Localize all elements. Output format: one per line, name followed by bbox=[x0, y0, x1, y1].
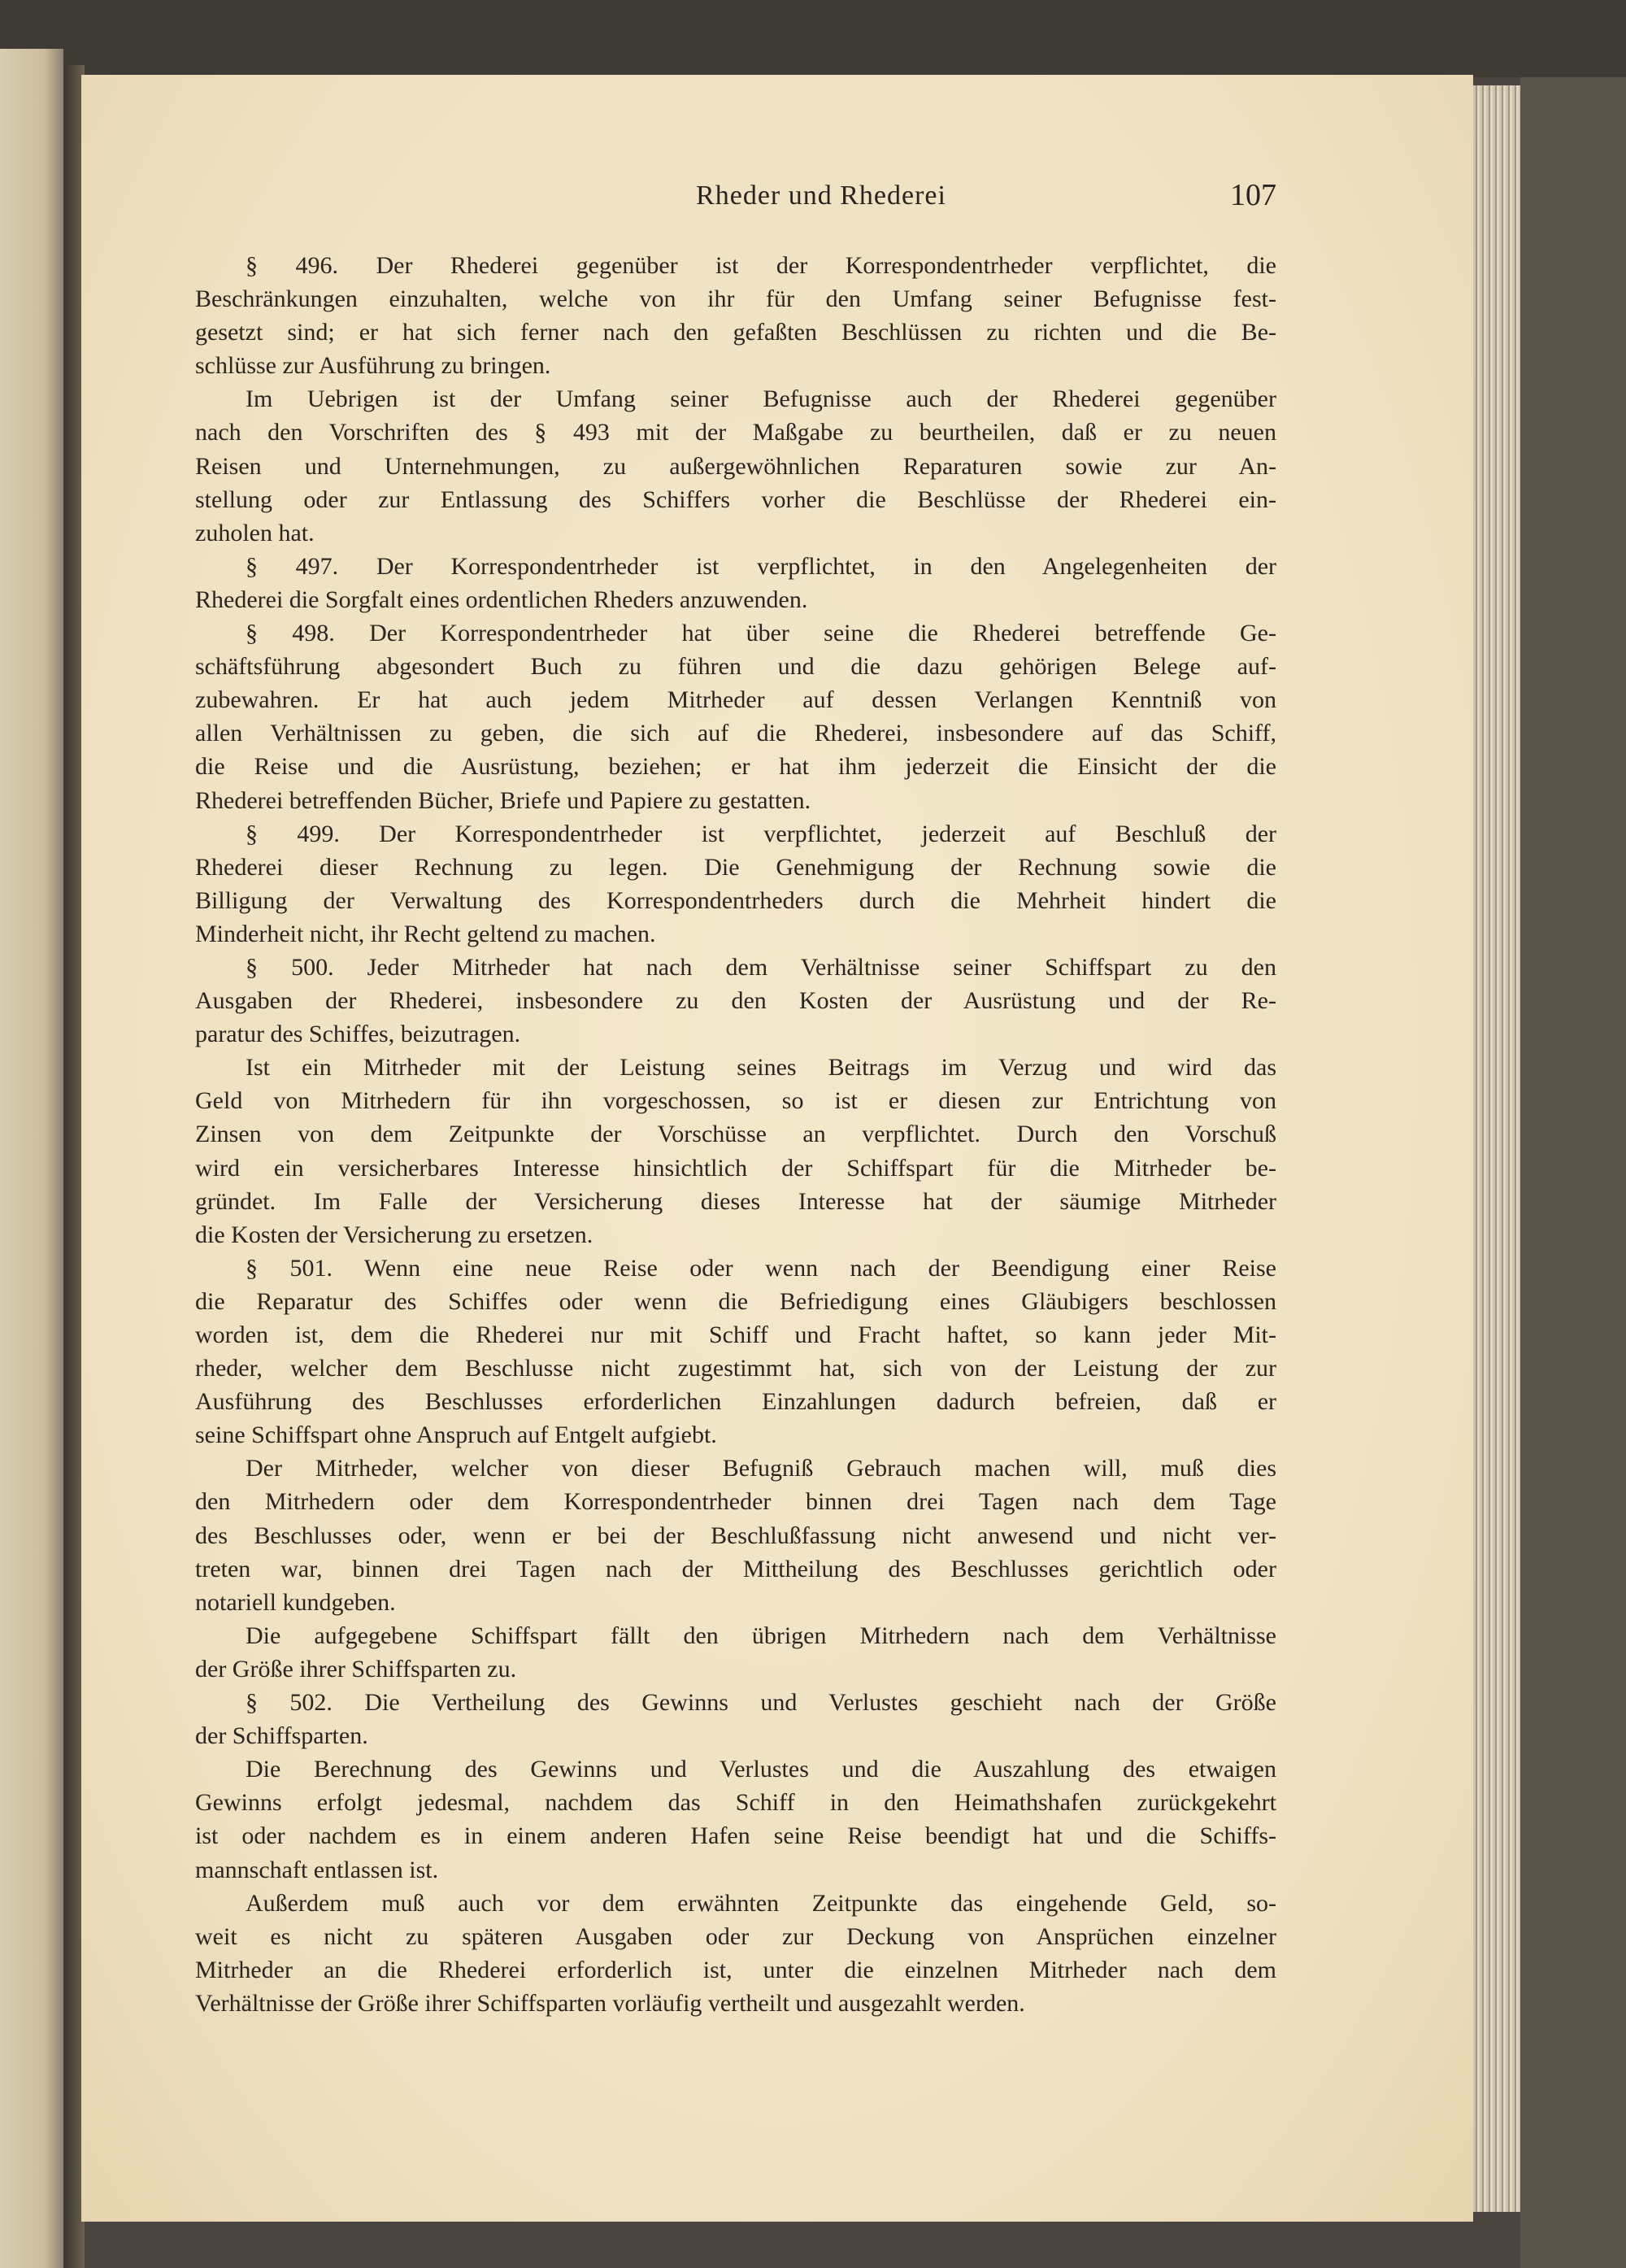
text-line: Verhältnisse der Größe ihrer Schiffsparten vorläufig vertheilt und ausgezahlt werden. bbox=[195, 1989, 1025, 2017]
paragraph bbox=[195, 1887, 1276, 2020]
text-line: § 498. Der Korrespondentrheder hat über seine die Rhederei betreffende Ge- bbox=[246, 620, 1276, 647]
text-line: der Schiffsparten. bbox=[195, 1722, 368, 1750]
scan-background bbox=[0, 0, 1626, 77]
text-line: Gewinns erfolgt jedesmal, nachdem das Schiff in den Heimathshafen zurückgekehrt bbox=[195, 1789, 1276, 1817]
paragraph bbox=[195, 1252, 1276, 1452]
paragraph bbox=[195, 1752, 1276, 1886]
paragraph bbox=[195, 951, 1276, 1051]
text-line: Die Berechnung des Gewinns und Verlustes und die Auszahlung des etwaigen bbox=[246, 1756, 1276, 1783]
text-line: nach den Vorschriften des § 493 mit der Maßgabe zu beurtheilen, daß er zu neuen bbox=[195, 419, 1276, 446]
paragraph bbox=[195, 382, 1276, 549]
text-line: allen Verhältnissen zu geben, die sich auf die Rhederei, insbesondere auf das Schiff, bbox=[195, 720, 1276, 747]
paragraph bbox=[195, 1686, 1276, 1752]
text-line: § 497. Der Korrespondentrheder ist verpflichtet, in den Angelegenheiten der bbox=[246, 552, 1276, 580]
text-line: mannschaft entlassen ist. bbox=[195, 1856, 439, 1883]
text-line: Beschränkungen einzuhalten, welche von ihr für den Umfang seiner Befugnisse fest- bbox=[195, 285, 1276, 313]
text-line: stellung oder zur Entlassung des Schiffers vorher die Beschlüsse der Rhederei ein- bbox=[195, 485, 1276, 513]
paragraph bbox=[195, 817, 1276, 951]
text-line: Mitrheder an die Rhederei erforderlich ist, unter die einzelnen Mitrheder nach dem bbox=[195, 1956, 1276, 1983]
text-line: § 501. Wenn eine neue Reise oder wenn nach der Beendigung einer Reise bbox=[246, 1254, 1276, 1282]
text-line: schäftsführung abgesondert Buch zu führen und die dazu gehörigen Belege auf- bbox=[195, 653, 1276, 681]
facing-page-edge bbox=[0, 49, 63, 2268]
text-line: Rhederei die Sorgfalt eines ordentlichen Rheders anzuwenden. bbox=[195, 586, 808, 613]
text-line: die Reparatur des Schiffes oder wenn die Befriedigung eines Gläubigers beschlossen bbox=[195, 1287, 1276, 1315]
page-edges bbox=[1473, 85, 1520, 2212]
text-line: die Kosten der Versicherung zu ersetzen. bbox=[195, 1221, 593, 1248]
text-line: § 496. Der Rhederei gegenüber ist der Korrespondentrheder verpflichtet, die bbox=[246, 252, 1276, 279]
text-line: worden ist, dem die Rhederei nur mit Schiff und Fracht haftet, so kann jeder Mit- bbox=[195, 1321, 1276, 1348]
text-line: die Reise und die Ausrüstung, beziehen; er hat ihm jederzeit die Einsicht der die bbox=[195, 753, 1276, 781]
paragraph bbox=[195, 249, 1276, 382]
text-line: Rhederei dieser Rechnung zu legen. Die Genehmigung der Rechnung sowie die bbox=[195, 853, 1276, 881]
text-line: notariell kundgeben. bbox=[195, 1588, 396, 1616]
text-line: rheder, welcher dem Beschlusse nicht zugestimmt hat, sich von der Leistung der zur bbox=[195, 1355, 1276, 1382]
text-line: den Mitrhedern oder dem Korrespondentrheder binnen drei Tagen nach dem Tage bbox=[195, 1488, 1276, 1516]
text-line: Der Mitrheder, welcher von dieser Befugniß Gebrauch machen will, muß dies bbox=[246, 1455, 1276, 1482]
text-line: Zinsen von dem Zeitpunkte der Vorschüsse an verpflichtet. Durch den Vorschuß bbox=[195, 1121, 1276, 1148]
text-line: Minderheit nicht, ihr Recht geltend zu machen. bbox=[195, 920, 656, 947]
text-line: § 502. Die Vertheilung des Gewinns und Verlustes geschieht nach der Größe bbox=[246, 1689, 1276, 1717]
text-line: zubewahren. Er hat auch jedem Mitrheder auf dessen Verlangen Kenntniß von bbox=[195, 686, 1276, 714]
text-line: der Größe ihrer Schiffsparten zu. bbox=[195, 1655, 517, 1682]
running-header: Rheder und Rhederei bbox=[696, 181, 946, 211]
text-line: Außerdem muß auch vor dem erwähnten Zeitpunkte das eingehende Geld, so- bbox=[246, 1889, 1276, 1917]
text-line: § 500. Jeder Mitrheder hat nach dem Verhältnisse seiner Schiffspart zu den bbox=[246, 953, 1276, 981]
text-line: seine Schiffspart ohne Anspruch auf Entgelt aufgiebt. bbox=[195, 1421, 717, 1449]
text-line: gesetzt sind; er hat sich ferner nach den gefaßten Beschlüssen zu richten und die Be- bbox=[195, 319, 1276, 346]
paragraph bbox=[195, 1051, 1276, 1252]
text-line: Rhederei betreffenden Bücher, Briefe und Papiere zu gestatten. bbox=[195, 786, 811, 814]
text-line: Im Uebrigen ist der Umfang seiner Befugnisse auch der Rhederei gegenüber bbox=[246, 385, 1276, 413]
text-line: wird ein versicherbares Interesse hinsichtlich der Schiffspart für die Mitrheder be- bbox=[195, 1154, 1276, 1182]
paragraph bbox=[195, 616, 1276, 817]
page-body-text bbox=[195, 249, 1276, 2020]
paragraph bbox=[195, 1619, 1276, 1686]
paragraph bbox=[195, 1452, 1276, 1618]
text-line: Billigung der Verwaltung des Korrespondentrheders durch die Mehrheit hindert die bbox=[195, 886, 1276, 914]
text-line: gründet. Im Falle der Versicherung dieses Interesse hat der säumige Mitrheder bbox=[195, 1187, 1276, 1215]
paragraph bbox=[195, 550, 1276, 616]
text-line: Ausführung des Beschlusses erforderlichen Einzahlungen dadurch befreien, daß er bbox=[195, 1388, 1276, 1416]
text-line: weit es nicht zu späteren Ausgaben oder zur Deckung von Ansprüchen einzelner bbox=[195, 1922, 1276, 1950]
text-line: Die aufgegebene Schiffspart fällt den übrigen Mitrhedern nach dem Verhältnisse bbox=[246, 1622, 1276, 1649]
text-line: Geld von Mitrhedern für ihn vorgeschossen, so ist er diesen zur Entrichtung von bbox=[195, 1087, 1276, 1115]
text-line: Ist ein Mitrheder mit der Leistung seines Beitrags im Verzug und wird das bbox=[246, 1054, 1276, 1082]
text-line: Ausgaben der Rhederei, insbesondere zu den Kosten der Ausrüstung und der Re- bbox=[195, 987, 1276, 1015]
text-line: ist oder nachdem es in einem anderen Hafen seine Reise beendigt hat und die Schiffs- bbox=[195, 1822, 1276, 1850]
scan-background-right bbox=[1520, 77, 1626, 2268]
text-line: Reisen und Unternehmungen, zu außergewöhnlichen Reparaturen sowie zur An- bbox=[195, 452, 1276, 480]
text-line: des Beschlusses oder, wenn er bei der Beschlußfassung nicht anwesend und nicht ver- bbox=[195, 1521, 1276, 1549]
text-line: treten war, binnen drei Tagen nach der Mittheilung des Beschlusses gerichtlich oder bbox=[195, 1555, 1276, 1582]
page-number: 107 bbox=[1230, 178, 1276, 212]
text-line: schlüsse zur Ausführung zu bringen. bbox=[195, 352, 551, 380]
text-line: § 499. Der Korrespondentrheder ist verpflichtet, jederzeit auf Beschluß der bbox=[246, 820, 1276, 847]
text-line: zuholen hat. bbox=[195, 519, 315, 546]
text-line: paratur des Schiffes, beizutragen. bbox=[195, 1021, 521, 1048]
